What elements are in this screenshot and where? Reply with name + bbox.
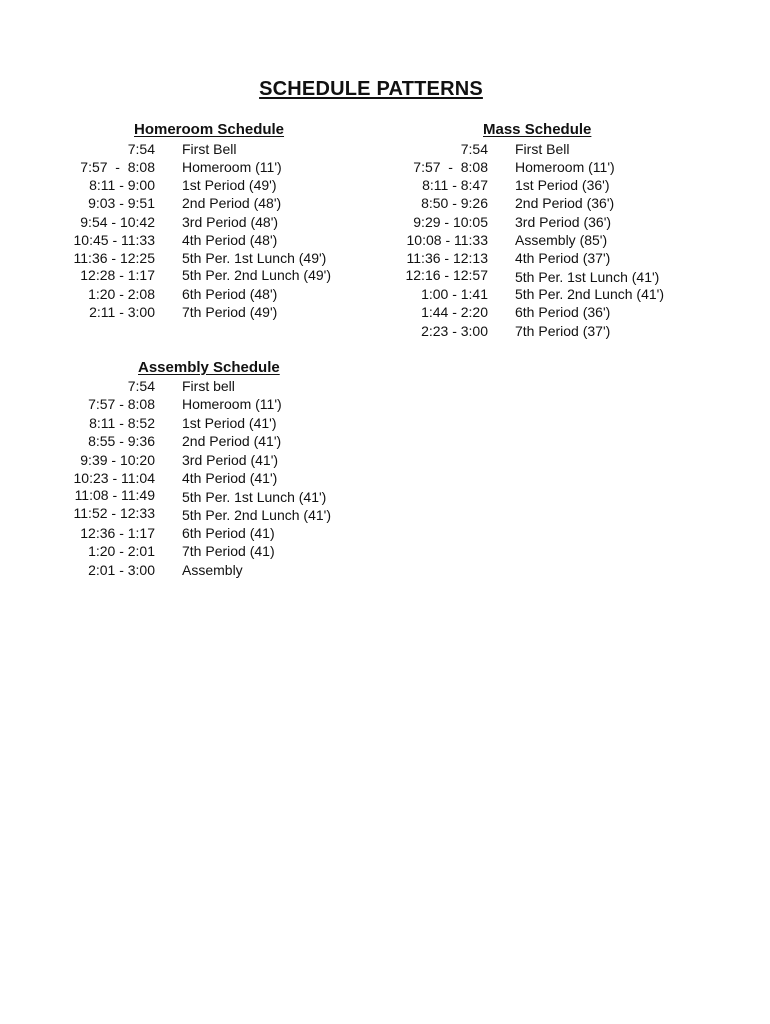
time-range: 1:20 - 2:08 bbox=[88, 286, 155, 302]
period-label: 3rd Period (41') bbox=[182, 452, 279, 468]
period-label: 2nd Period (36') bbox=[515, 195, 615, 211]
time-range: 2:01 - 3:00 bbox=[88, 562, 155, 578]
period-label: First Bell bbox=[515, 141, 570, 157]
homeroom-schedule-title: Homeroom Schedule bbox=[134, 121, 285, 138]
period-label: 5th Per. 2nd Lunch (41') bbox=[515, 286, 664, 302]
time-range: 8:50 - 9:26 bbox=[421, 195, 488, 211]
period-label: 2nd Period (41') bbox=[182, 433, 282, 449]
assembly-schedule-title: Assembly Schedule bbox=[138, 359, 280, 376]
period-label: 1st Period (49') bbox=[182, 177, 277, 193]
period-label: 1st Period (41') bbox=[182, 415, 277, 431]
time-range: 2:23 - 3:00 bbox=[421, 323, 488, 339]
period-label: Assembly (85') bbox=[515, 232, 608, 248]
period-label: 2nd Period (48') bbox=[182, 195, 282, 211]
period-label: Homeroom (11') bbox=[515, 159, 615, 175]
period-label: 7th Period (49') bbox=[182, 304, 278, 320]
period-label: 3rd Period (36') bbox=[515, 214, 612, 230]
mass-schedule bbox=[403, 121, 703, 349]
time-range: 7:54 bbox=[127, 378, 155, 394]
period-label: 1st Period (36') bbox=[515, 177, 610, 193]
period-label: Homeroom (11') bbox=[182, 159, 282, 175]
time-range: 7:57 - 8:08 bbox=[80, 159, 155, 175]
mass-schedule-title: Mass Schedule bbox=[483, 121, 592, 138]
time-range: 8:11 - 9:00 bbox=[89, 177, 155, 193]
period-label: 7th Period (37') bbox=[515, 323, 611, 339]
time-range: 2:11 - 3:00 bbox=[89, 304, 155, 320]
time-range: 12:28 - 1:17 bbox=[80, 267, 155, 283]
time-range: 7:57 - 8:08 bbox=[88, 396, 155, 412]
period-label: 6th Period (48') bbox=[182, 286, 278, 302]
period-label: 4th Period (37') bbox=[515, 250, 611, 266]
time-range: 8:11 - 8:52 bbox=[89, 415, 155, 431]
period-label: Homeroom (11') bbox=[182, 396, 282, 412]
time-range: 11:08 - 11:49 bbox=[74, 487, 155, 503]
period-label: 4th Period (48') bbox=[182, 232, 278, 248]
time-range: 12:16 - 12:57 bbox=[405, 267, 488, 283]
period-label: 3rd Period (48') bbox=[182, 214, 279, 230]
period-label: 5th Per. 1st Lunch (41') bbox=[515, 269, 660, 285]
time-range: 8:11 - 8:47 bbox=[422, 177, 488, 193]
time-range: 10:08 - 11:33 bbox=[406, 232, 488, 248]
period-label: 5th Per. 2nd Lunch (49') bbox=[182, 267, 331, 283]
time-range: 7:57 - 8:08 bbox=[413, 159, 488, 175]
time-range: 12:36 - 1:17 bbox=[80, 525, 155, 541]
time-range: 11:52 - 12:33 bbox=[73, 505, 155, 521]
time-range: 9:39 - 10:20 bbox=[80, 452, 155, 468]
period-label: 5th Per. 1st Lunch (41') bbox=[182, 489, 327, 505]
time-range: 7:54 bbox=[127, 141, 155, 157]
period-label: 6th Period (41) bbox=[182, 525, 275, 541]
time-range: 10:23 - 11:04 bbox=[73, 470, 155, 486]
period-label: 5th Per. 1st Lunch (49') bbox=[182, 250, 327, 266]
page-title: SCHEDULE PATTERNS bbox=[259, 78, 483, 100]
period-label: 7th Period (41) bbox=[182, 543, 275, 559]
period-label: First Bell bbox=[182, 141, 237, 157]
time-range: 1:20 - 2:01 bbox=[88, 543, 155, 559]
time-range: 9:54 - 10:42 bbox=[80, 214, 155, 230]
period-label: 6th Period (36') bbox=[515, 304, 611, 320]
time-range: 9:29 - 10:05 bbox=[413, 214, 488, 230]
time-range: 1:44 - 2:20 bbox=[421, 304, 488, 320]
period-label: Assembly bbox=[182, 562, 243, 578]
time-range: 9:03 - 9:51 bbox=[88, 195, 155, 211]
assembly-schedule bbox=[70, 359, 370, 587]
period-label: 4th Period (41') bbox=[182, 470, 278, 486]
time-range: 11:36 - 12:13 bbox=[406, 250, 488, 266]
time-range: 10:45 - 11:33 bbox=[73, 232, 155, 248]
time-range: 7:54 bbox=[460, 141, 488, 157]
time-range: 8:55 - 9:36 bbox=[88, 433, 155, 449]
homeroom-schedule bbox=[70, 121, 370, 331]
time-range: 11:36 - 12:25 bbox=[73, 250, 155, 266]
period-label: First bell bbox=[182, 378, 235, 394]
time-range: 1:00 - 1:41 bbox=[421, 286, 488, 302]
period-label: 5th Per. 2nd Lunch (41') bbox=[182, 507, 331, 523]
